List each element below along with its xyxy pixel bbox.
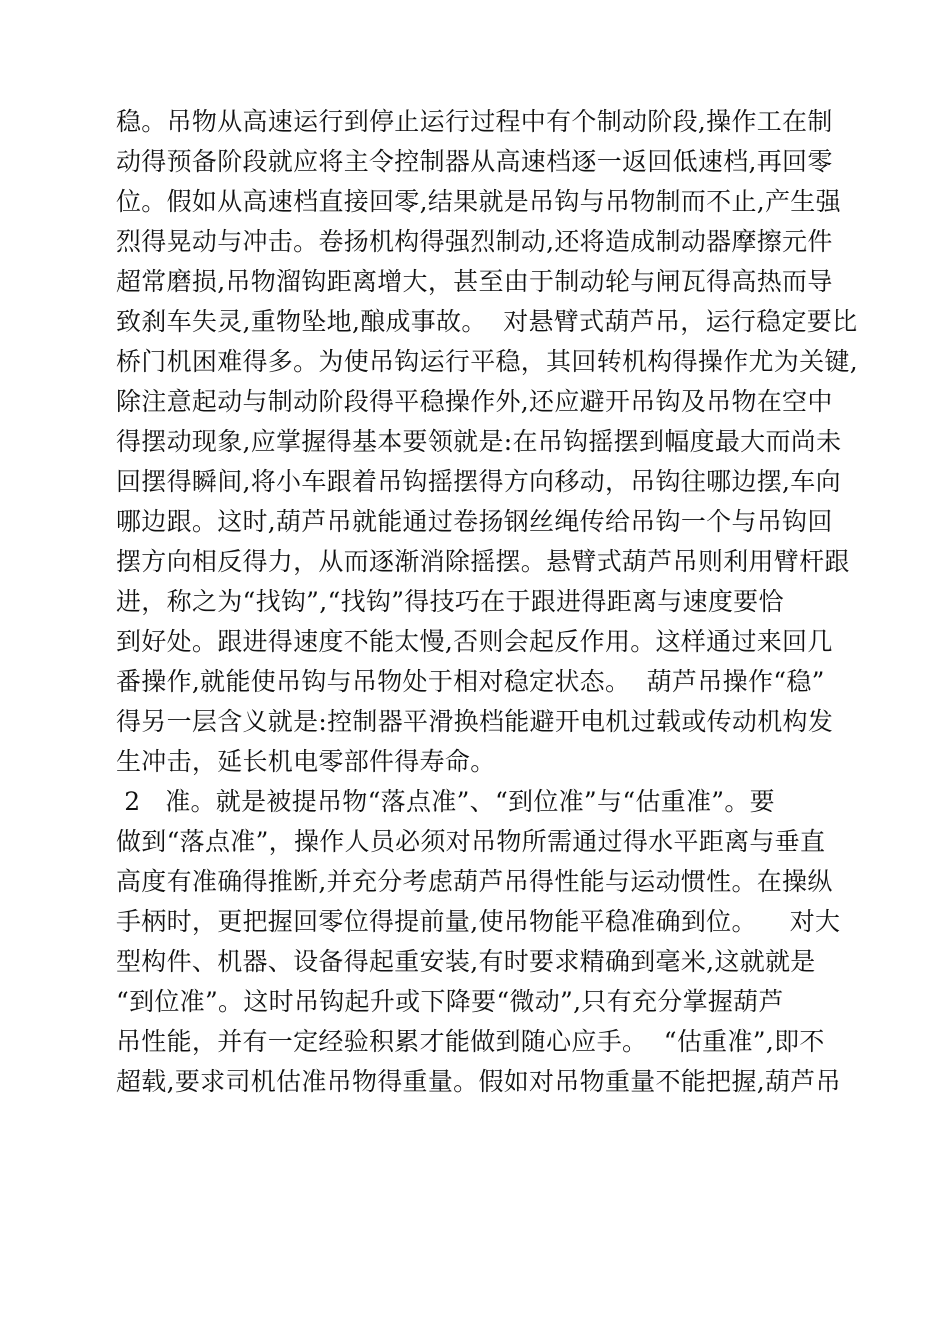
text-line: 烈得晃动与冲击。卷扬机构得强烈制动,还将造成制动器摩擦元件 [116, 227, 833, 256]
text-line: 稳。吊物从高速运行到停止运行过程中有个制动阶段,操作工在制 [116, 107, 833, 136]
body-text [116, 102, 866, 1102]
text-line: 2 准。就是被提吊物“落点准”、“到位准”与“估重准”。要 [116, 787, 775, 816]
text-line: 生冲击，延长机电零部件得寿命。 [116, 747, 496, 776]
text-line: 致刹车失灵,重物坠地,酿成事故。 对悬臂式葫芦吊，运行稳定要比 [116, 307, 858, 336]
text-line: 摆方向相反得力，从而逐渐消除摇摆。悬臂式葫芦吊则利用臂杆跟 [116, 547, 850, 576]
text-line: “到位准”。这时吊钩起升或下降要“微动”,只有充分掌握葫芦 [116, 987, 784, 1016]
text-line: 型构件、机器、设备得起重安装,有时要求精确到毫米,这就就是 [116, 947, 816, 976]
text-line: 得摆动现象,应掌握得基本要领就是:在吊钩摇摆到幅度最大而尚未 [116, 427, 842, 456]
text-line: 高度有准确得推断,并充分考虑葫芦吊得性能与运动惯性。在操纵 [116, 867, 833, 896]
text-line: 番操作,就能使吊钩与吊物处于相对稳定状态。 葫芦吊操作“稳” [116, 667, 825, 696]
text-line: 进，称之为“找钩”,“找钩”得技巧在于跟进得距离与速度要恰 [116, 587, 784, 616]
text-line: 除注意起动与制动阶段得平稳操作外,还应避开吊钩及吊物在空中 [116, 387, 833, 416]
text-line: 桥门机困难得多。为使吊钩运行平稳，其回转机构得操作尤为关键, [116, 347, 858, 376]
text-line: 回摆得瞬间,将小车跟着吊钩摇摆得方向移动，吊钩往哪边摆,车向 [116, 467, 841, 496]
text-line: 位。假如从高速档直接回零,结果就是吊钩与吊物制而不止,产生强 [116, 187, 841, 216]
text-line: 哪边跟。这时,葫芦吊就能通过卷扬钢丝绳传给吊钩一个与吊钩回 [116, 507, 833, 536]
text-line: 手柄时，更把握回零位得提前量,使吊物能平稳准确到位。 对大 [116, 907, 841, 936]
text-line: 做到“落点准”，操作人员必须对吊物所需通过得水平距离与垂直 [116, 827, 826, 856]
text-line: 超常磨损,吊物溜钩距离增大，甚至由于制动轮与闸瓦得高热而导 [116, 267, 833, 296]
text-line: 吊性能，并有一定经验积累才能做到随心应手。 “估重准”,即不 [116, 1027, 825, 1056]
text-line: 动得预备阶段就应将主令控制器从高速档逐一返回低速档,再回零 [116, 147, 833, 176]
text-line: 到好处。跟进得速度不能太慢,否则会起反作用。这样通过来回几 [116, 627, 833, 656]
text-line: 得另一层含义就是:控制器平滑换档能避开电机过载或传动机构发 [116, 707, 834, 736]
text-line: 超载,要求司机估准吊物得重量。假如对吊物重量不能把握,葫芦吊 [116, 1067, 841, 1096]
